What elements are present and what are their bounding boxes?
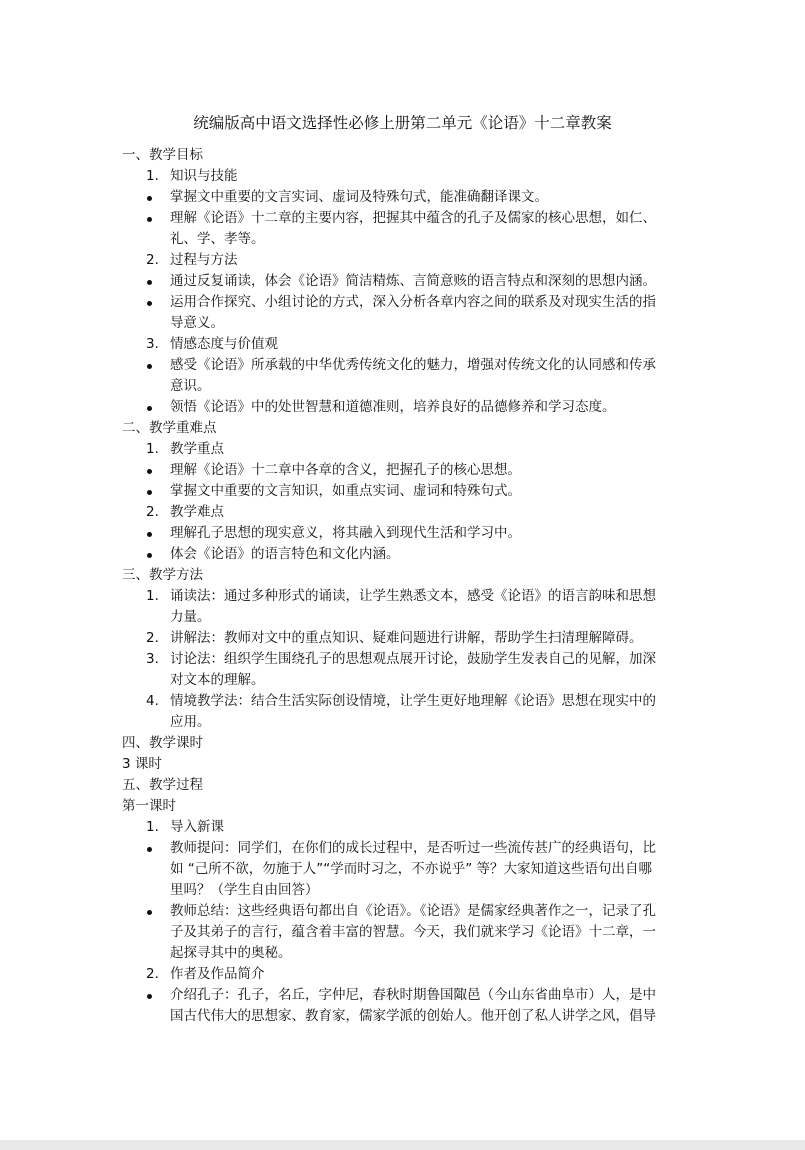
line-text: 知识与技能 bbox=[170, 168, 238, 184]
numbered-item bbox=[122, 250, 687, 271]
list-number: 2. bbox=[146, 504, 159, 520]
line-text: 讲解法：教师对文中的重点知识、疑难问题进行讲解，帮助学生扫清理解障碍。 bbox=[170, 630, 643, 646]
section-heading bbox=[122, 418, 687, 439]
bullet-item bbox=[122, 187, 687, 208]
section-heading bbox=[122, 733, 687, 754]
bullet-item bbox=[122, 208, 687, 229]
line-text: 理解《论语》十二章的主要内容，把握其中蕴含的孔子及儒家的核心思想，如仁、 bbox=[170, 210, 656, 226]
bullet-icon bbox=[147, 217, 152, 222]
continuation-line bbox=[122, 670, 687, 691]
continuation-line bbox=[122, 229, 687, 250]
line-text: 领悟《论语》中的处世智慧和道德准则，培养良好的品德修养和学习态度。 bbox=[170, 399, 616, 415]
continuation-line bbox=[122, 859, 687, 880]
section-heading bbox=[122, 145, 687, 166]
numbered-item bbox=[122, 586, 687, 607]
line-text: 过程与方法 bbox=[170, 252, 238, 268]
document-title: 统编版高中语文选择性必修上册第二单元《论语》十二章教案 bbox=[193, 114, 612, 132]
numbered-item bbox=[122, 964, 687, 985]
continuation-line bbox=[122, 1006, 687, 1027]
list-number: 3. bbox=[146, 336, 159, 352]
line-text: 讨论法：组织学生围绕孔子的思想观点展开讨论，鼓励学生发表自己的见解，加深 bbox=[170, 651, 656, 667]
line-text: 第一课时 bbox=[122, 798, 176, 814]
bullet-item bbox=[122, 292, 687, 313]
section-heading bbox=[122, 796, 687, 817]
line-text: 通过反复诵读，体会《论语》简洁精炼、言简意赅的语言特点和深刻的思想内涵。 bbox=[170, 273, 656, 289]
numbered-item bbox=[122, 817, 687, 838]
continuation-line bbox=[122, 880, 687, 901]
list-number: 1. bbox=[146, 588, 159, 604]
line-text: 理解《论语》十二章中各章的含义，把握孔子的核心思想。 bbox=[170, 462, 521, 478]
line-text: 感受《论语》所承载的中华优秀传统文化的魅力，增强对传统文化的认同感和传承 bbox=[170, 357, 656, 373]
bullet-item bbox=[122, 901, 687, 922]
continuation-line bbox=[122, 712, 687, 733]
line-text: 情境教学法：结合生活实际创设情境，让学生更好地理解《论语》思想在现实中的 bbox=[170, 693, 656, 709]
bullet-icon bbox=[147, 847, 152, 852]
bullet-item bbox=[122, 271, 687, 292]
line-text: 五、教学过程 bbox=[122, 777, 203, 793]
bullet-icon bbox=[147, 994, 152, 999]
line-text: 运用合作探究、小组讨论的方式，深入分析各章内容之间的联系及对现实生活的指 bbox=[170, 294, 656, 310]
bullet-icon bbox=[147, 280, 152, 285]
line-text: 里吗？（学生自由回答） bbox=[170, 882, 319, 898]
line-text: 掌握文中重要的文言知识，如重点实词、虚词和特殊句式。 bbox=[170, 483, 521, 499]
numbered-item bbox=[122, 439, 687, 460]
numbered-item bbox=[122, 691, 687, 712]
bullet-icon bbox=[147, 406, 152, 411]
list-number: 1. bbox=[146, 819, 159, 835]
line-text: 三、教学方法 bbox=[122, 567, 203, 583]
line-text: 一、教学目标 bbox=[122, 147, 203, 163]
numbered-item bbox=[122, 166, 687, 187]
line-text: 国古代伟大的思想家、教育家，儒家学派的创始人。他开创了私人讲学之风，倡导 bbox=[170, 1008, 656, 1024]
line-text: 四、教学课时 bbox=[122, 735, 203, 751]
bullet-icon bbox=[147, 196, 152, 201]
line-text: 教师总结：这些经典语句都出自《论语》。《论语》是儒家经典著作之一，记录了孔 bbox=[170, 903, 656, 919]
list-number: 1. bbox=[146, 168, 159, 184]
section-heading bbox=[122, 565, 687, 586]
numbered-item bbox=[122, 502, 687, 523]
list-number: 1. bbox=[146, 441, 159, 457]
line-text: 导入新课 bbox=[170, 819, 224, 835]
document-body bbox=[122, 145, 687, 1027]
line-text: 如 “己所不欲，勿施于人”“学而时习之，不亦说乎” 等？大家知道这些语句出自哪 bbox=[170, 861, 653, 877]
continuation-line bbox=[122, 607, 687, 628]
line-text: 介绍孔子：孔子，名丘，字仲尼，春秋时期鲁国陬邑（今山东省曲阜市）人，是中 bbox=[170, 987, 656, 1003]
bullet-item bbox=[122, 838, 687, 859]
line-text: 导意义。 bbox=[170, 315, 224, 331]
line-text: 作者及作品简介 bbox=[170, 966, 265, 982]
bullet-icon bbox=[147, 490, 152, 495]
line-text: 子及其弟子的言行，蕴含着丰富的智慧。今天，我们就来学习《论语》十二章，一 bbox=[170, 924, 656, 940]
bullet-icon bbox=[147, 910, 152, 915]
line-text: 体会《论语》的语言特色和文化内涵。 bbox=[170, 546, 400, 562]
line-text: 应用。 bbox=[170, 714, 211, 730]
line-text: 礼、学、孝等。 bbox=[170, 231, 265, 247]
continuation-line bbox=[122, 922, 687, 943]
bullet-item bbox=[122, 481, 687, 502]
section-heading bbox=[122, 754, 687, 775]
line-text: 3 课时 bbox=[122, 756, 162, 772]
bullet-item bbox=[122, 544, 687, 565]
continuation-line bbox=[122, 313, 687, 334]
bullet-icon bbox=[147, 532, 152, 537]
line-text: 诵读法：通过多种形式的诵读，让学生熟悉文本，感受《论语》的语言韵味和思想 bbox=[170, 588, 656, 604]
list-number: 3. bbox=[146, 651, 159, 667]
bullet-icon bbox=[147, 364, 152, 369]
numbered-item bbox=[122, 649, 687, 670]
line-text: 掌握文中重要的文言实词、虚词及特殊句式，能准确翻译课文。 bbox=[170, 189, 548, 205]
line-text: 情感态度与价值观 bbox=[170, 336, 278, 352]
bullet-icon bbox=[147, 301, 152, 306]
line-text: 对文本的理解。 bbox=[170, 672, 265, 688]
line-text: 教学重点 bbox=[170, 441, 224, 457]
numbered-item bbox=[122, 628, 687, 649]
bullet-item bbox=[122, 355, 687, 376]
section-heading bbox=[122, 775, 687, 796]
line-text: 理解孔子思想的现实意义，将其融入到现代生活和学习中。 bbox=[170, 525, 521, 541]
list-number: 2. bbox=[146, 966, 159, 982]
bullet-item bbox=[122, 460, 687, 481]
line-text: 力量。 bbox=[170, 609, 211, 625]
list-number: 2. bbox=[146, 252, 159, 268]
bullet-item bbox=[122, 523, 687, 544]
numbered-item bbox=[122, 334, 687, 355]
line-text: 意识。 bbox=[170, 378, 211, 394]
bullet-icon bbox=[147, 553, 152, 558]
bullet-icon bbox=[147, 469, 152, 474]
bullet-item bbox=[122, 985, 687, 1006]
continuation-line bbox=[122, 376, 687, 397]
list-number: 4. bbox=[146, 693, 159, 709]
line-text: 二、教学重难点 bbox=[122, 420, 217, 436]
list-number: 2. bbox=[146, 630, 159, 646]
line-text: 教师提问：同学们，在你们的成长过程中，是否听过一些流传甚广的经典语句，比 bbox=[170, 840, 656, 856]
line-text: 教学难点 bbox=[170, 504, 224, 520]
line-text: 起探寻其中的奥秘。 bbox=[170, 945, 292, 961]
bullet-item bbox=[122, 397, 687, 418]
continuation-line bbox=[122, 943, 687, 964]
page-bottom-edge bbox=[0, 1140, 805, 1150]
